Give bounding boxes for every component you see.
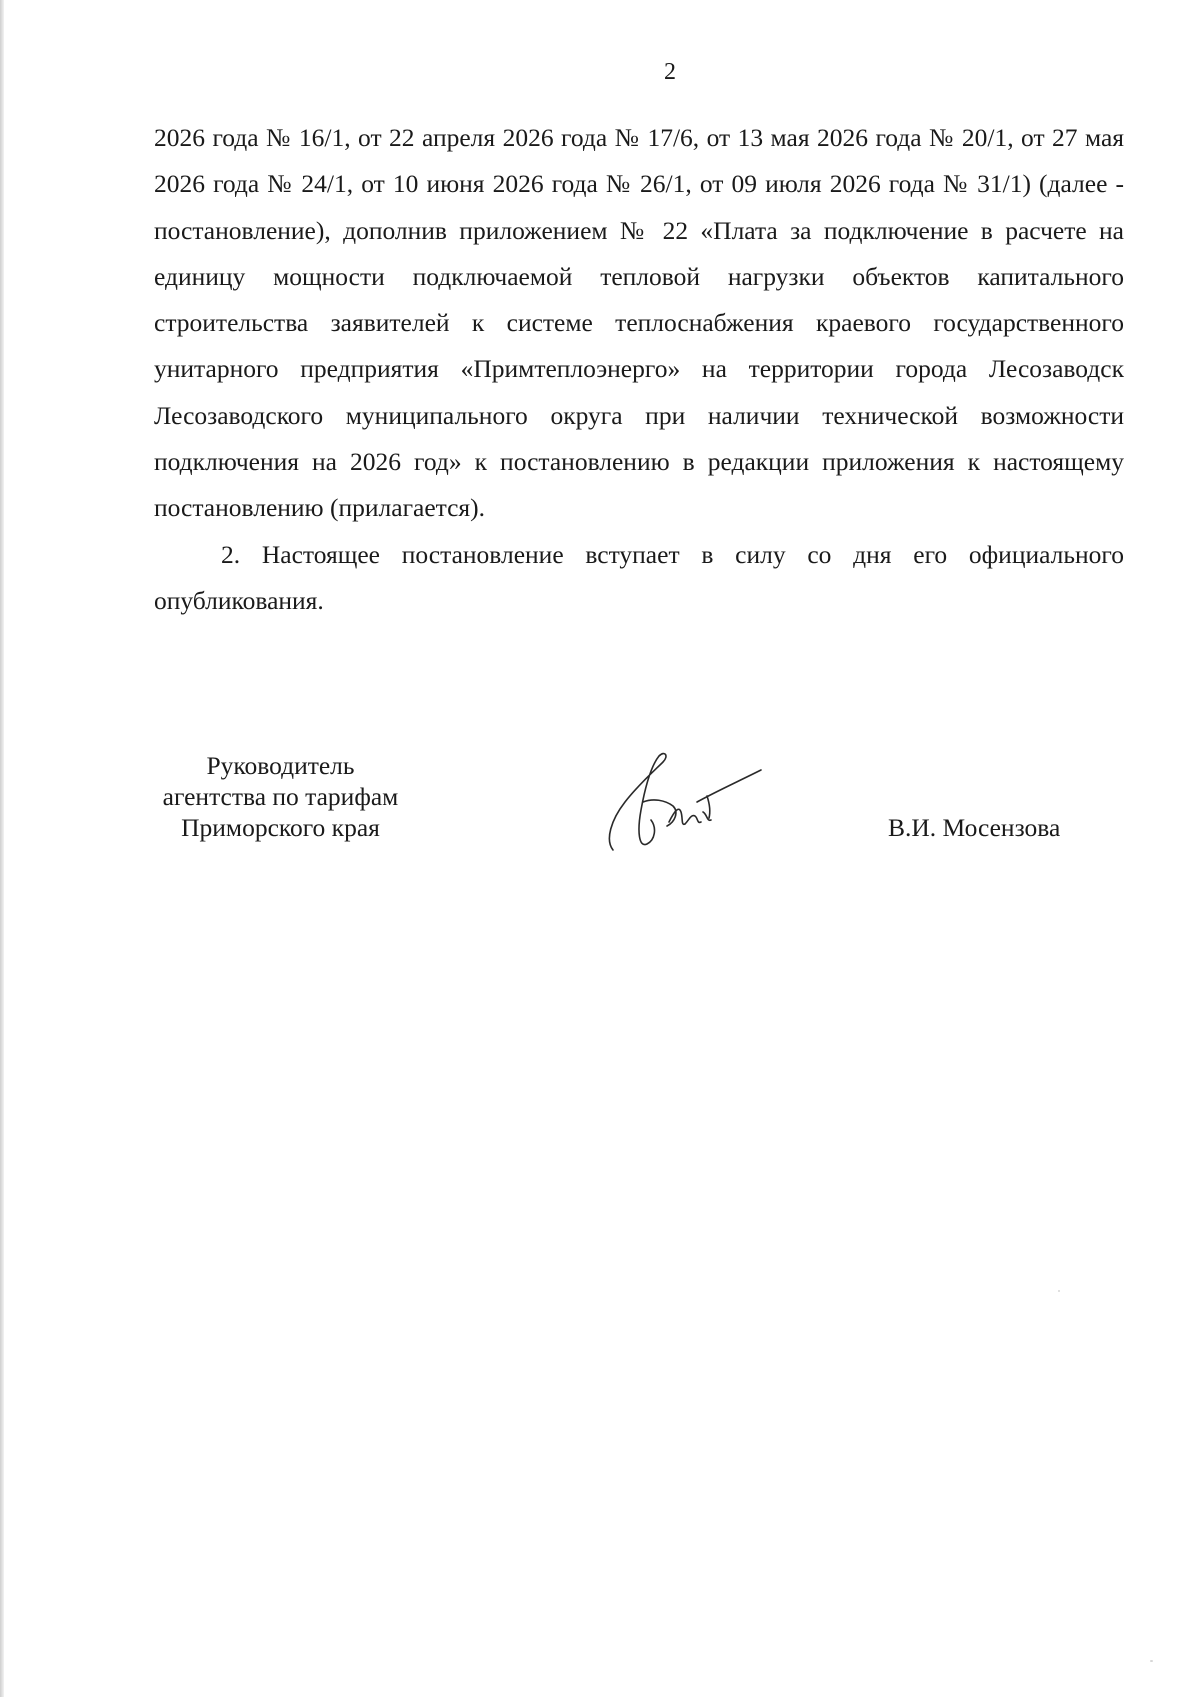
paragraph-item-2: 2. Настоящее постановление вступает в силу со дня его официального опубликования. <box>154 539 1124 615</box>
signer-name: В.И. Мосензова <box>888 813 1061 842</box>
signature-block <box>148 750 1128 880</box>
scan-speck <box>1058 1290 1060 1292</box>
signer-title-line: Руководитель <box>206 751 355 780</box>
signer-title <box>148 750 413 843</box>
paragraph-continuation: 2026 года № 16/1, от 22 апреля 2026 года № 17/6, от 13 мая 2026 года № 20/1, от 27 мая 2026 года № 24/1, от 10 июня 2026 года № 26/1, от 09 июля 2026 года № 31/1) (далее - постановление), дополнив приложением № 22 «Плата за подключение в расчете на единицу мощности подключаемой тепловой нагрузки объектов капитального строительства заявителей к системе теплоснабжения краевого государственного унитарного предприятия «Примтеплоэнерго» на территории города Лесозаводск Лесозаводского муниципального округа при наличии технической возможности подключения на 2026 год» к постановлению в редакции приложения к настоящему постановлению (прилагается). <box>154 123 1124 523</box>
scan-speck <box>1150 1660 1153 1662</box>
signer-title-line: Приморского края <box>181 813 380 842</box>
handwritten-signature <box>603 740 773 860</box>
scan-edge-shadow <box>0 0 4 1697</box>
document-body <box>154 115 1124 624</box>
signer-title-line: агентства по тарифам <box>162 782 399 811</box>
page-number: 2 <box>664 59 676 85</box>
